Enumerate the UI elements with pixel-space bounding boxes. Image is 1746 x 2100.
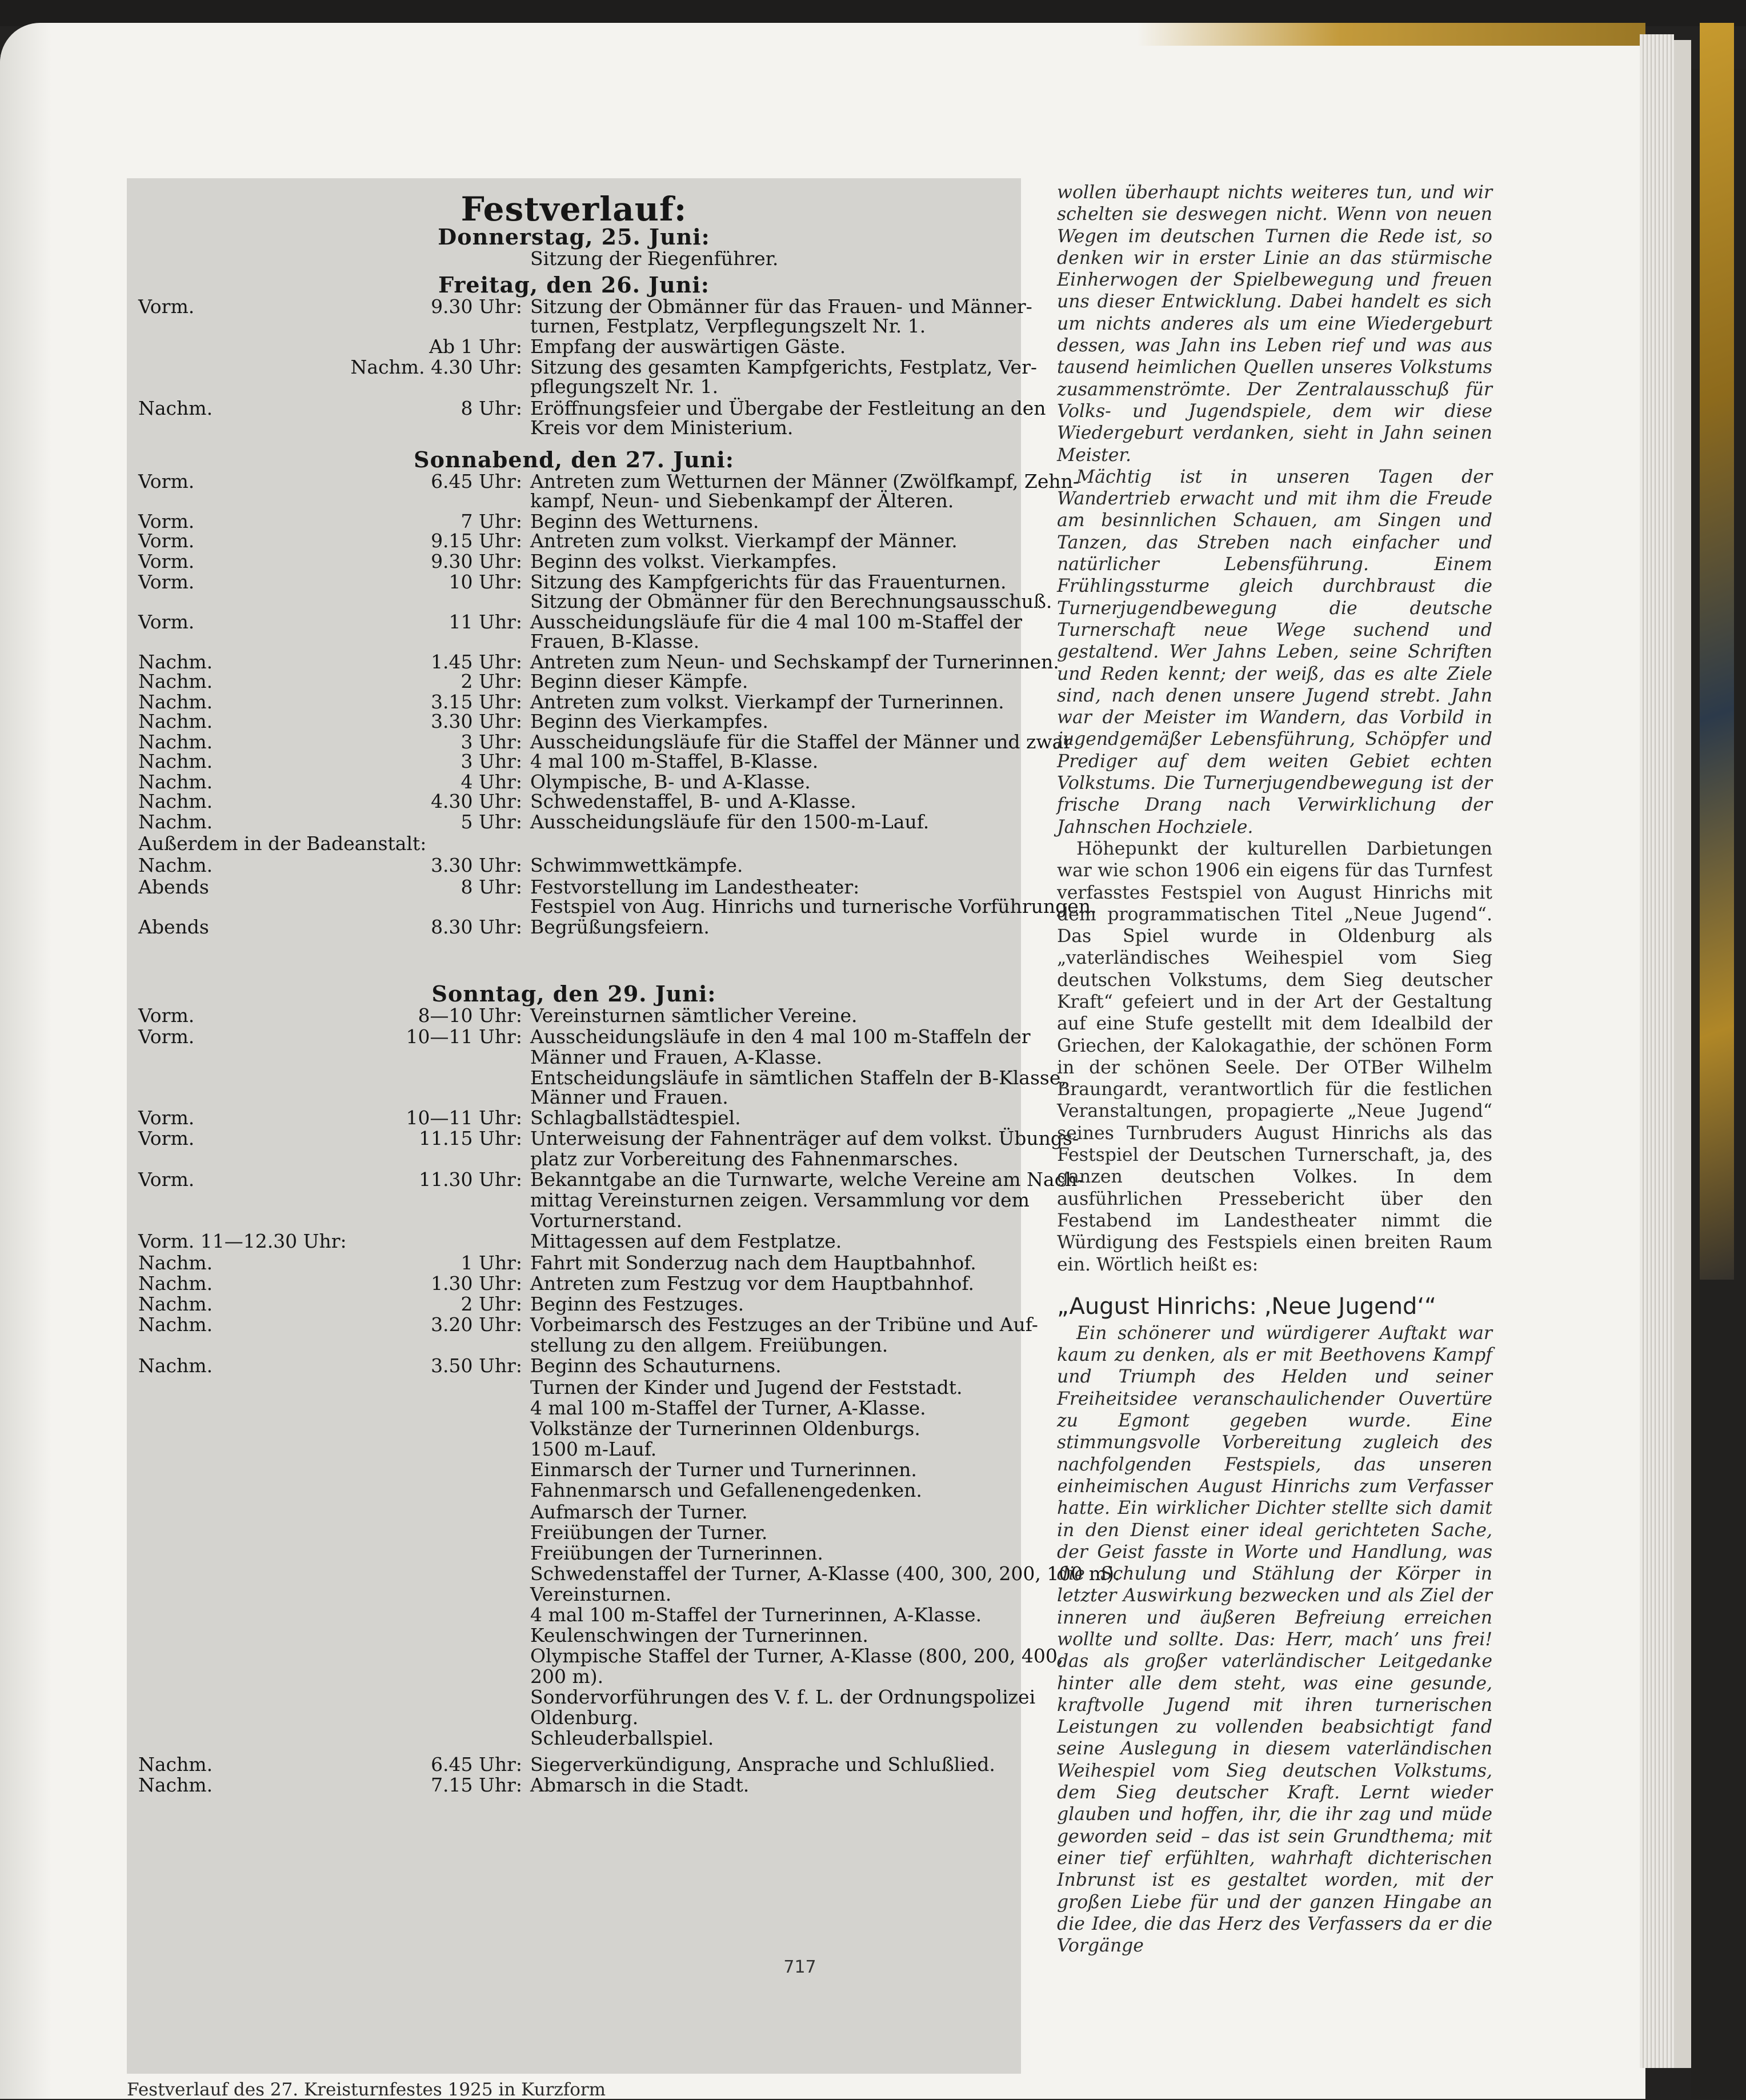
schedule-row	[138, 1273, 1012, 1295]
schedule-period: Nachm.	[138, 1774, 213, 1796]
article-paragraph-3: Höhepunkt der kulturellen Darbietungen war wie schon 1906 ein eigens für das Turnfest verfasstes Festspiel von August Hinrichs mit dem programmatischen Titel „Neue Jugend“. Das Spiel wurde in Oldenburg als „vaterländisches Weihespiel vom Sieg deutschen Volkstums, dem Sieg deutscher Kraft“ gefeiert und in der Art der Gestaltung auf eine Stufe gestellt mit dem Idealbild der Griechen, der Kalokagathie, der schönen Form in der schönen Seele. Der OTBer Wilhelm Braungardt, verantwortlich für die festlichen Veranstaltungen, propagierte „Neue Jugend“ seines Turnbruders August Hinrichs als das Festspiel der Deutschen Turnerschaft, ja, des ganzen deutschen Volkes. In dem ausführlichen Pressebericht über den Festabend im Landestheater nimmt die Würdigung des Festspiels einen breiten Raum ein. Wörtlich heißt es:	[1057, 838, 1492, 1275]
schedule-row	[138, 1210, 1012, 1232]
schedule-time: 4 Uhr:	[460, 771, 522, 793]
section-heading: „August Hinrichs: ‚Neue Jugend‘“	[1057, 1293, 1436, 1320]
figure-title: Festverlauf:	[460, 190, 687, 229]
schedule-period: Nachm.	[138, 651, 213, 673]
schedule-time: 7 Uhr:	[460, 510, 522, 532]
schedule-row	[138, 1666, 1012, 1688]
schedule-time: 10 Uhr:	[448, 571, 522, 593]
schedule-time: 8 Uhr:	[460, 397, 522, 419]
schedule-event: Vereinsturnen sämtlicher Vereine.	[530, 1004, 858, 1027]
schedule-event: 4 mal 100 m-Staffel, B-Klasse.	[530, 750, 819, 772]
schedule-event: pflegungszelt Nr. 1.	[530, 375, 719, 398]
schedule-period: Vorm.	[138, 1025, 195, 1048]
schedule-row	[138, 1252, 1012, 1274]
schedule-event: Antreten zum Wetturnen der Männer (Zwölfkampf, Zehn-	[530, 470, 1080, 492]
schedule-event: Ausscheidungsläufe für den 1500-m-Lauf.	[530, 811, 930, 833]
schedule-event: Freiübungen der Turnerinnen.	[530, 1542, 823, 1564]
schedule-event: Ausscheidungsläufe in den 4 mal 100 m-Staffeln der	[530, 1025, 1031, 1048]
schedule-period: Nachm.	[138, 750, 213, 772]
schedule-event: Kreis vor dem Ministerium.	[530, 416, 794, 439]
schedule-time: 2 Uhr:	[460, 1293, 522, 1315]
schedule-event: Fahnenmarsch und Gefallenengedenken.	[530, 1479, 922, 1501]
schedule-event: Antreten zum Festzug vor dem Hauptbahnhof.	[530, 1272, 974, 1295]
schedule-time: 5 Uhr:	[460, 811, 522, 833]
schedule-time: 8 Uhr:	[460, 876, 522, 898]
schedule-time: 11 Uhr:	[448, 611, 522, 633]
schedule-period: Nachm.	[138, 1293, 213, 1315]
schedule-row	[138, 1459, 1012, 1481]
schedule-event: Sondervorführungen des V. f. L. der Ordnungspolizei	[530, 1686, 1036, 1708]
schedule-row	[138, 1334, 1012, 1356]
schedule-time: 10—11 Uhr:	[406, 1025, 522, 1048]
schedule-period: Vorm.	[138, 510, 195, 532]
schedule-event: 200 m).	[530, 1665, 604, 1688]
schedule-time: 3.30 Uhr:	[431, 710, 522, 732]
schedule-event: platz zur Vorbereitung des Fahnenmarsches.	[530, 1148, 959, 1170]
schedule-time: 6.45 Uhr:	[431, 470, 522, 492]
schedule-event: Beginn dieser Kämpfe.	[530, 670, 748, 692]
schedule-period: Nachm.	[138, 1252, 213, 1274]
schedule-row	[138, 590, 1052, 612]
page-stack	[1640, 34, 1674, 2068]
schedule-row	[138, 1522, 1012, 1544]
schedule-row	[138, 1501, 1012, 1523]
schedule-event: Olympische Staffel der Turner, A-Klasse (800, 200, 400,	[530, 1645, 1064, 1667]
schedule-row	[138, 833, 1012, 855]
schedule-period: Nachm.	[138, 854, 213, 876]
figure-caption: Festverlauf des 27. Kreisturnfestes 1925 in Kurzform	[127, 2079, 606, 2100]
schedule-event: Schlagballstädtespiel.	[530, 1107, 741, 1129]
article-paragraph-4: Ein schönerer und würdigerer Auftakt war kaum zu denken, als er mit Beethovens Kampf und Triumph des Helden und seiner Freiheitsidee veranschaulichender Ouvertüre zu Egmont gegeben wurde. Eine stimmungsvolle Vorbereitung zugleich des nachfolgenden Festspiels, das unseren einheimischen August Hinrichs zum Verfasser hatte. Ein wirklicher Dichter stellte sich damit in den Dienst einer ideal gerichteten Sache, der Geist fasste in Worte und Handlung, was die Schulung und Stählung der Körper in letzter Auswirkung bezwecken und als Ziel der inneren und äußeren Befreiung erreichen wollte und sollte. Das: Herr, mach’ uns frei! das als großer vaterländischer Leitgedanke hinter alle dem steht, was eine gesunde, kraftvolle Jugend mit ihren turnerischen Leistungen zu vollenden beabsichtigt fand seine Auslegung in diesem vaterländischen Weihespiel vom Sieg deutschen Volkstums, dem Sieg deutscher Kraft. Lernt wieder glauben und hoffen, ihr, die ihr zag und müde geworden seid – das ist sein Grundthema; mit einer tief erfühlten, wahrhaft dichterischen Inbrunst ist es gestaltet worden, mit der großen Liebe für und der ganzen Hingabe an die Idee, die das Herz des Verfassers da er die Vorgänge	[1057, 1322, 1492, 1957]
schedule-period: Abends	[138, 876, 209, 898]
schedule-row	[138, 1168, 1084, 1191]
schedule-event: Sitzung der Obmänner für das Frauen- und Männer-	[530, 295, 1032, 318]
schedule-time: 11.30 Uhr:	[419, 1168, 522, 1191]
schedule-time: 9.15 Uhr:	[431, 530, 522, 552]
schedule-event: 4 mal 100 m-Staffel der Turnerinnen, A-Klasse.	[530, 1604, 982, 1626]
schedule-event: 1500 m-Lauf.	[530, 1438, 657, 1460]
schedule-event: Festspiel von Aug. Hinrichs und turnerische Vorführungen.	[530, 895, 1097, 917]
schedule-event: Einmarsch der Turner und Turnerinnen.	[530, 1458, 917, 1481]
schedule-row	[138, 811, 1012, 833]
schedule-row	[138, 1774, 1012, 1796]
schedule-row	[138, 1418, 1012, 1440]
schedule-event: Schwimmwettkämpfe.	[530, 854, 743, 876]
schedule-event: 4 mal 100 m-Staffel der Turner, A-Klasse.	[530, 1397, 926, 1419]
schedule-row	[138, 1686, 1036, 1708]
schedule-period: Nachm.	[138, 811, 213, 833]
schedule-time: 2 Uhr:	[460, 670, 522, 692]
schedule-row	[138, 551, 1012, 572]
schedule-row	[138, 1604, 1012, 1626]
schedule-event: mittag Vereinsturnen zeigen. Versammlung vor dem	[530, 1189, 1030, 1211]
schedule-row	[138, 1377, 1012, 1398]
schedule-row	[138, 1542, 1012, 1564]
schedule-row	[138, 1148, 1012, 1170]
schedule-period: Nachm.	[138, 1753, 213, 1776]
schedule-row	[138, 248, 1012, 270]
schedule-time: 3.20 Uhr:	[431, 1313, 522, 1336]
schedule-row	[138, 1562, 1120, 1585]
schedule-row	[138, 1189, 1030, 1211]
schedule-row	[138, 1127, 1079, 1149]
schedule-time: Ab 1 Uhr:	[429, 335, 522, 358]
schedule-time: 3.50 Uhr:	[431, 1354, 522, 1377]
schedule-row	[138, 1047, 1012, 1068]
schedule-period: Nachm.	[138, 397, 213, 419]
schedule-time: 4.30 Uhr:	[431, 790, 522, 812]
schedule-row	[138, 1231, 1012, 1252]
schedule-event: Beginn des Festzuges.	[530, 1293, 744, 1315]
schedule-period: Nachm.	[138, 1272, 213, 1295]
schedule-row	[138, 1480, 1012, 1501]
schedule-period: Vorm.	[138, 611, 195, 633]
schedule-event: Beginn des volkst. Vierkampfes.	[530, 550, 838, 572]
page-number: 717	[783, 1957, 816, 1977]
schedule-row	[138, 1397, 1012, 1419]
schedule-row	[138, 916, 1012, 938]
schedule-event: Sitzung der Riegenführer.	[530, 247, 779, 270]
schedule-row	[138, 1005, 1012, 1027]
schedule-event: Männer und Frauen.	[530, 1086, 728, 1108]
day-heading: Sonnabend, den 27. Juni:	[414, 447, 734, 472]
schedule-time: 9.30 Uhr:	[431, 295, 522, 318]
schedule-period: Nachm.	[138, 691, 213, 713]
schedule-event: Volkstänze der Turnerinnen Oldenburgs.	[530, 1417, 920, 1440]
schedule-period: Vorm.	[138, 1004, 195, 1027]
schedule-event: Sitzung der Obmänner für den Berechnungsausschuß.	[530, 590, 1052, 612]
gutter-shadow	[0, 23, 51, 2099]
schedule-event: Beginn des Schauturnens.	[530, 1354, 782, 1377]
schedule-event: Mittagessen auf dem Festplatze.	[530, 1230, 842, 1252]
schedule-row	[138, 1754, 1012, 1776]
day-heading: Sonntag, den 29. Juni:	[431, 981, 716, 1007]
schedule-period: Vorm.	[138, 295, 195, 318]
schedule-time: 3.30 Uhr:	[431, 854, 522, 876]
schedule-event: Schwedenstaffel der Turner, A-Klasse (400, 300, 200, 100 m).	[530, 1562, 1120, 1585]
schedule-time: Nachm. 4.30 Uhr:	[350, 356, 522, 378]
article-paragraph-1: wollen überhaupt nichts weiteres tun, und wir schelten sie deswegen nicht. Wenn von neuen Wegen im deutschen Turnen die Rede ist, so denken wir in erster Linie an das stürmische Einherwogen der Spielbewegung und freuen uns dieser Entwicklung. Dabei handelt es sich um nichts anderes als um eine Wiedergeburt dessen, was Jahn ins Leben rief und was aus tausend heimlichen Quellen unseres Volkstums zusammenströmte. Der Zentralausschuß für Volks- und Jugendspiele, dem wir diese Wiedergeburt verdanken, sieht in Jahn seinen Meister.	[1057, 182, 1492, 466]
schedule-event: Beginn des Wetturnens.	[530, 510, 759, 532]
schedule-event: Schwedenstaffel, B- und A-Klasse.	[530, 790, 856, 812]
schedule-period: Nachm.	[138, 1354, 213, 1377]
schedule-event: stellung zu den allgem. Freiübungen.	[530, 1334, 888, 1356]
schedule-event: Entscheidungsläufe in sämtlichen Staffeln der B-Klasse,	[530, 1067, 1067, 1089]
schedule-row	[138, 711, 1012, 732]
schedule-time: 3.15 Uhr:	[431, 691, 522, 713]
schedule-period: Vorm.	[138, 530, 195, 552]
schedule-event: Unterweisung der Fahnenträger auf dem volkst. Übungs-	[530, 1127, 1079, 1149]
schedule-time: 3 Uhr:	[460, 750, 522, 772]
schedule-time: 11.15 Uhr:	[419, 1127, 522, 1149]
schedule-time: 10—11 Uhr:	[406, 1107, 522, 1129]
schedule-row	[138, 1438, 1012, 1460]
schedule-time: 8—10 Uhr:	[418, 1004, 522, 1027]
page-stack-edge	[1674, 40, 1691, 2068]
schedule-period: Vorm.	[138, 571, 195, 593]
schedule-row	[138, 1025, 1031, 1048]
schedule-row	[138, 417, 1012, 439]
schedule-period: Vorm.	[138, 1127, 195, 1149]
page-top-edge-tint	[1137, 23, 1645, 46]
schedule-row	[138, 1293, 1012, 1315]
schedule-event: Sitzung des Kampfgerichts für das Frauenturnen.	[530, 571, 1007, 593]
schedule-time: 1.45 Uhr:	[431, 651, 522, 673]
schedule-time: 8.30 Uhr:	[431, 916, 522, 938]
schedule-event: Begrüßungsfeiern.	[530, 916, 710, 938]
schedule-time: 3 Uhr:	[460, 731, 522, 753]
schedule-event: Siegerverkündigung, Ansprache und Schlußlied.	[530, 1753, 995, 1776]
schedule-event: Abmarsch in die Stadt.	[530, 1774, 750, 1796]
schedule-period: Vorm.	[138, 550, 195, 572]
schedule-row	[138, 895, 1097, 917]
schedule-period: Nachm.	[138, 731, 213, 753]
schedule-period: Abends	[138, 916, 209, 938]
schedule-event: Sitzung des gesamten Kampfgerichts, Festplatz, Ver-	[530, 356, 1038, 378]
schedule-event: Antreten zum volkst. Vierkampf der Turnerinnen.	[530, 691, 1004, 713]
schedule-row	[138, 1625, 1012, 1646]
cover-artwork	[1700, 23, 1734, 1280]
schedule-event: Vorbeimarsch des Festzuges an der Tribüne und Auf-	[530, 1313, 1038, 1336]
schedule-period: Nachm.	[138, 771, 213, 793]
schedule-time: 1.30 Uhr:	[431, 1272, 522, 1295]
schedule-row	[138, 1355, 1012, 1377]
schedule-row	[138, 751, 1012, 772]
schedule-row	[138, 1645, 1064, 1667]
schedule-row	[138, 791, 1012, 812]
schedule-event: Festvorstellung im Landestheater:	[530, 876, 860, 898]
schedule-period: Außerdem in der Badeanstalt:	[138, 832, 427, 855]
schedule-row	[138, 1087, 1012, 1108]
schedule-time: 7.15 Uhr:	[431, 1774, 522, 1796]
schedule-row	[138, 671, 1012, 692]
schedule-row	[138, 1707, 1012, 1729]
schedule-event: Vorturnerstand.	[530, 1209, 683, 1232]
schedule-time: 6.45 Uhr:	[431, 1753, 522, 1776]
schedule-event: Bekanntgabe an die Turnwarte, welche Vereine am Nach-	[530, 1168, 1084, 1191]
schedule-row	[138, 336, 1012, 358]
schedule-period: Nachm.	[138, 670, 213, 692]
schedule-row	[138, 1728, 1012, 1749]
schedule-row	[138, 855, 1012, 876]
schedule-time: 1 Uhr:	[460, 1252, 522, 1274]
day-heading: Freitag, den 26. Juni:	[438, 272, 710, 298]
schedule-row	[138, 490, 1012, 512]
schedule-event: Vereinsturnen.	[530, 1583, 672, 1605]
schedule-event: kampf, Neun- und Siebenkampf der Älteren.	[530, 490, 954, 512]
schedule-row	[138, 1584, 1012, 1605]
schedule-row	[138, 1107, 1012, 1129]
festverlauf-figure	[127, 178, 1120, 2074]
schedule-period: Vorm.	[138, 1107, 195, 1129]
schedule-event: Antreten zum volkst. Vierkampf der Männer.	[530, 530, 958, 552]
article-column	[1057, 182, 1492, 1957]
schedule-event: Männer und Frauen, A-Klasse.	[530, 1046, 823, 1068]
schedule-row	[138, 1313, 1038, 1336]
schedule-event: Schleuderballspiel.	[530, 1727, 714, 1749]
schedule-event: Oldenburg.	[530, 1706, 639, 1729]
schedule-event: Eröffnungsfeier und Übergabe der Festleitung an den	[530, 397, 1046, 419]
day-heading: Donnerstag, 25. Juni:	[438, 224, 710, 250]
schedule-row	[138, 376, 1012, 398]
schedule-event: Aufmarsch der Turner.	[530, 1501, 748, 1523]
schedule-event: Freiübungen der Turner.	[530, 1521, 768, 1544]
schedule-row	[138, 530, 1012, 552]
schedule-event: Turnen der Kinder und Jugend der Feststadt.	[530, 1376, 963, 1398]
schedule-row	[138, 315, 1012, 337]
schedule-event: Antreten zum Neun- und Sechskampf der Turnerinnen.	[530, 651, 1059, 673]
schedule-event: Fahrt mit Sonderzug nach dem Hauptbahnhof.	[530, 1252, 976, 1274]
schedule-period: Nachm.	[138, 790, 213, 812]
schedule-time: 9.30 Uhr:	[431, 550, 522, 572]
schedule-event: Ausscheidungsläufe für die 4 mal 100 m-Staffel der	[530, 611, 1023, 633]
schedule-period: Vorm.	[138, 470, 195, 492]
schedule-event: Keulenschwingen der Turnerinnen.	[530, 1624, 868, 1646]
schedule-period: Nachm.	[138, 710, 213, 732]
schedule-period: Vorm. 11—12.30 Uhr:	[138, 1230, 347, 1252]
schedule-event: Frauen, B-Klasse.	[530, 630, 700, 652]
schedule-event: Beginn des Vierkampfes.	[530, 710, 768, 732]
schedule-row	[138, 631, 1012, 652]
schedule-period: Vorm.	[138, 1168, 195, 1191]
schedule-event: Olympische, B- und A-Klasse.	[530, 771, 811, 793]
schedule-event: turnen, Festplatz, Verpflegungszelt Nr. 1.	[530, 315, 926, 337]
article-paragraph-2: Mächtig ist in unseren Tagen der Wandertrieb erwacht und mit ihm die Freude am besinnlichen Schauen, am Singen und Tanzen, das Streben nach einfacher und natürlicher Lebensführung. Einem Frühlingssturme gleich durchbraust die Turnerjugendbewegung die deutsche Turnerschaft neue Wege suchend und gestaltend. Wer Jahns Leben, seine Schriften und Reden kennt; der weiß, das es alte Ziele sind, nach denen unsere Jugend strebt. Jahn war der Meister im Wandern, das Vorbild in jugendgemäßer Lebensführung, Schöpfer und Prediger auf dem weiten Gebiet echten Volkstums. Die Turnerjugendbewegung ist der frische Drang nach Verwirklichung der Jahnschen Hochziele.	[1057, 466, 1492, 837]
schedule-period: Nachm.	[138, 1313, 213, 1336]
schedule-event: Ausscheidungsläufe für die Staffel der Männer und zwar	[530, 731, 1073, 753]
schedule-event: Empfang der auswärtigen Gäste.	[530, 335, 846, 358]
